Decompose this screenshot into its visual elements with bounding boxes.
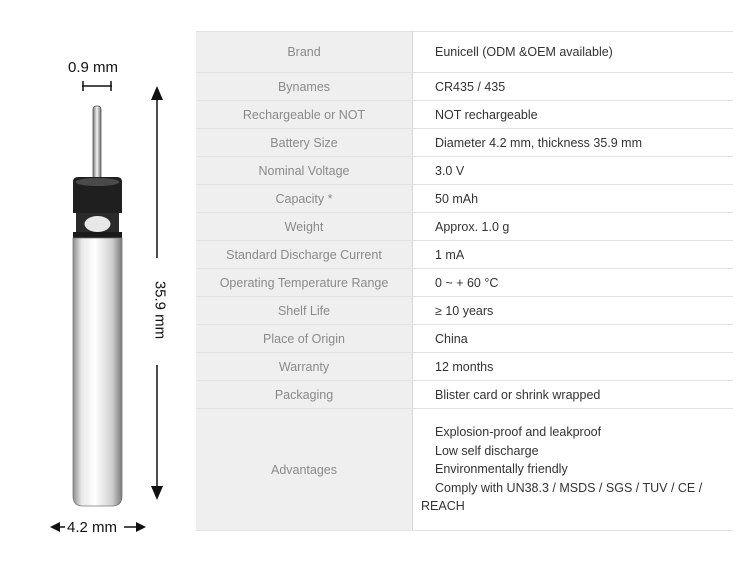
spec-label: Nominal Voltage xyxy=(196,157,413,185)
spec-value: ≥ 10 years xyxy=(413,297,734,325)
spec-value: Blister card or shrink wrapped xyxy=(413,381,734,409)
diameter-label: 4.2 mm xyxy=(67,519,118,536)
spec-row-rechargeable xyxy=(196,101,733,129)
spec-label: Bynames xyxy=(196,73,413,101)
spec-label: Packaging xyxy=(196,381,413,409)
spec-value: NOT rechargeable xyxy=(413,101,734,129)
spec-label: Standard Discharge Current xyxy=(196,241,413,269)
spec-row-warranty xyxy=(196,353,733,381)
spec-label: Rechargeable or NOT xyxy=(196,101,413,129)
advantage-item: Comply with UN38.3 / MSDS / SGS / TUV / CE / xyxy=(435,480,703,495)
spec-value: 0 ~ + 60 °C xyxy=(413,269,734,297)
spec-row-temperature-range xyxy=(196,269,733,297)
spec-label: Brand xyxy=(196,32,413,73)
spec-row-bynames xyxy=(196,73,733,101)
spec-row-weight xyxy=(196,213,733,241)
spec-row-brand xyxy=(196,32,733,73)
spec-value: Diameter 4.2 mm, thickness 35.9 mm xyxy=(413,129,734,157)
spec-label: Shelf Life xyxy=(196,297,413,325)
spec-label: Operating Temperature Range xyxy=(196,269,413,297)
spec-row-discharge-current xyxy=(196,241,733,269)
battery-pin xyxy=(93,106,101,180)
advantage-item: Explosion-proof and leakproof xyxy=(435,425,602,440)
spec-row-advantages xyxy=(196,409,733,531)
battery-body xyxy=(73,238,122,506)
spec-label: Battery Size xyxy=(196,129,413,157)
top-width-marker xyxy=(82,81,112,91)
spec-value: 12 months xyxy=(413,353,734,381)
spec-label: Warranty xyxy=(196,353,413,381)
advantage-item: Environmentally friendly xyxy=(435,462,568,477)
spec-label: Place of Origin xyxy=(196,325,413,353)
advantages-list xyxy=(413,409,734,531)
spec-label: Capacity * xyxy=(196,185,413,213)
spec-row-place-of-origin xyxy=(196,325,733,353)
spec-row-shelf-life xyxy=(196,297,733,325)
spec-value: Approx. 1.0 g xyxy=(413,213,734,241)
spec-value: 1 mA xyxy=(413,241,734,269)
length-label: 35.9 mm xyxy=(151,280,169,340)
spec-label: Advantages xyxy=(196,409,413,531)
spec-row-battery-size xyxy=(196,129,733,157)
spec-value: CR435 / 435 xyxy=(413,73,734,101)
spec-value: 3.0 V xyxy=(413,157,734,185)
spec-row-packaging xyxy=(196,381,733,409)
spec-row-capacity xyxy=(196,185,733,213)
spec-value: Eunicell (ODM &OEM available) xyxy=(413,32,734,73)
spec-value: China xyxy=(413,325,734,353)
spec-value: 50 mAh xyxy=(413,185,734,213)
spec-label: Weight xyxy=(196,213,413,241)
spec-table xyxy=(196,31,733,531)
advantage-item: REACH xyxy=(421,499,465,514)
battery-diagram xyxy=(0,0,195,572)
advantage-item: Low self discharge xyxy=(435,443,539,458)
top-width-label: 0.9 mm xyxy=(68,59,119,76)
spec-row-nominal-voltage xyxy=(196,157,733,185)
